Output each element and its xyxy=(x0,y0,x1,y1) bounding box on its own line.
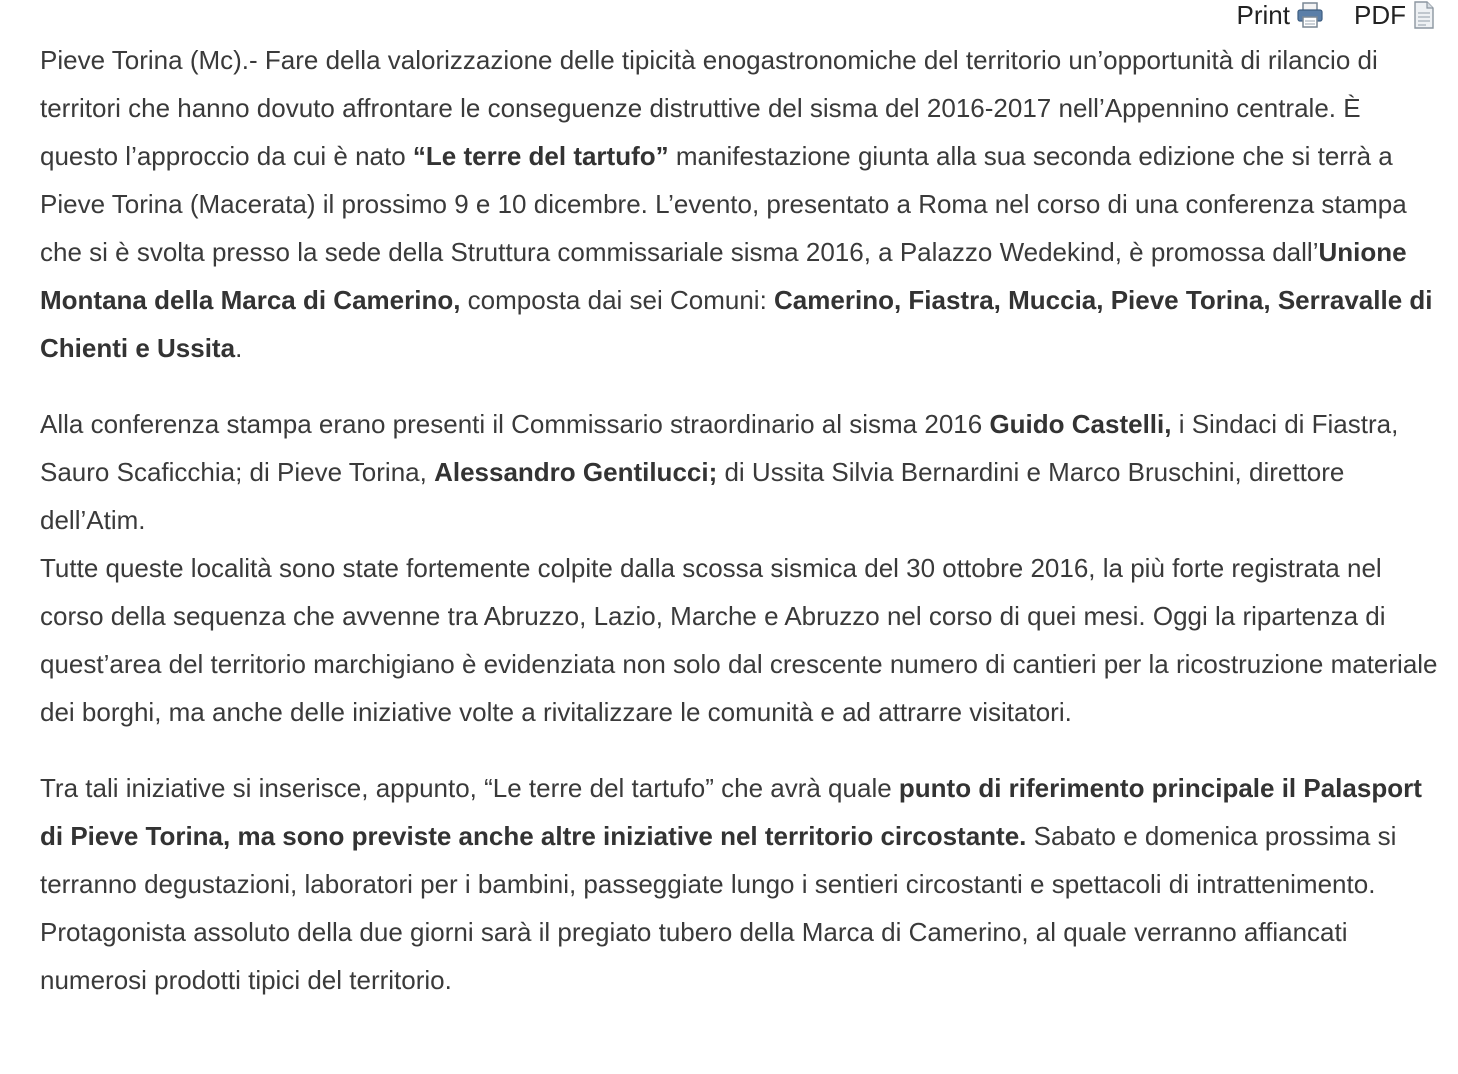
article-toolbar xyxy=(1237,0,1436,30)
text-segment: composta dai sei Comuni: xyxy=(460,285,775,315)
bold-text-segment: Camerino, Fiastra, Muccia, Pieve Torina, Serravalle di Chienti e Ussita xyxy=(40,285,1433,363)
text-segment: Tutte queste località sono state fortemente colpite dalla scossa sismica del 30 ottobre 2016, la più forte registrata nel corso della sequenza che avvenne tra Abruzzo, Lazio, Marche e Abruzzo nel corso di quei mesi. Oggi la ripartenza di quest’area del territorio marchigiano è evidenziata non solo dal crescente numero di cantieri per la ricostruzione materiale dei borghi, ma anche delle iniziative volte a rivitalizzare le comunità e ad attrarre visitatori. xyxy=(40,553,1438,727)
text-segment: Alla conferenza stampa erano presenti il Commissario straordinario al sisma 2016 xyxy=(40,409,990,439)
text-segment: Pieve Torina (Mc).- Fare della valorizzazione delle tipicità enogastronomiche del territorio un’opportunità di rilancio di territori che hanno dovuto affrontare le conseguenze distruttive del sisma del 2016-2017 nell’Appennino centrale. È questo l’approccio da cui è nato xyxy=(40,45,1378,171)
print-label: Print xyxy=(1236,0,1290,30)
print-button[interactable] xyxy=(1237,0,1324,31)
article-paragraph-2 xyxy=(40,400,1438,544)
text-segment: i Sindaci di Fiastra, Sauro Scaficchia; di Pieve Torina, xyxy=(40,409,1399,487)
bold-text-segment: “Le terre del tartufo” xyxy=(412,141,669,171)
article-paragraph-4 xyxy=(40,764,1438,1004)
pdf-label: PDF xyxy=(1354,0,1406,30)
printer-icon xyxy=(1296,2,1324,28)
text-segment: . xyxy=(235,333,243,363)
article-body xyxy=(40,36,1438,1004)
text-segment: manifestazione giunta alla sua seconda edizione che si terrà a Pieve Torina (Macerata) il prossimo 9 e 10 dicembre. L’evento, presentato a Roma nel corso di una conferenza stampa che si è svolta presso la sede della Struttura commissariale sisma 2016, a Palazzo Wedekind, è promossa dall’ xyxy=(40,141,1407,267)
bold-text-segment: Unione Montana della Marca di Camerino, xyxy=(40,237,1407,315)
bold-text-segment: Guido Castelli, xyxy=(989,409,1172,439)
bold-text-segment: Alessandro Gentilucci; xyxy=(434,457,718,487)
text-segment: Tra tali iniziative si inserisce, appunto, “Le terre del tartufo” che avrà quale xyxy=(40,773,899,803)
document-icon xyxy=(1412,1,1436,29)
text-segment: di Ussita Silvia Bernardini e Marco Bruschini, direttore dell’Atim. xyxy=(40,457,1345,535)
text-segment: Sabato e domenica prossima si terranno degustazioni, laboratori per i bambini, passeggiate lungo i sentieri circostanti e spettacoli di intrattenimento. Protagonista assoluto della due giorni sarà il pregiato tubero della Marca di Camerino, al quale verranno affiancati numerosi prodotti tipici del territorio. xyxy=(40,821,1397,995)
bold-text-segment: punto di riferimento principale il Palasport di Pieve Torina, ma sono previste anche altre iniziative nel territorio circostante. xyxy=(40,773,1422,851)
article-paragraph-3 xyxy=(40,544,1438,736)
article-paragraph-1 xyxy=(40,36,1438,372)
pdf-button[interactable] xyxy=(1354,0,1436,31)
